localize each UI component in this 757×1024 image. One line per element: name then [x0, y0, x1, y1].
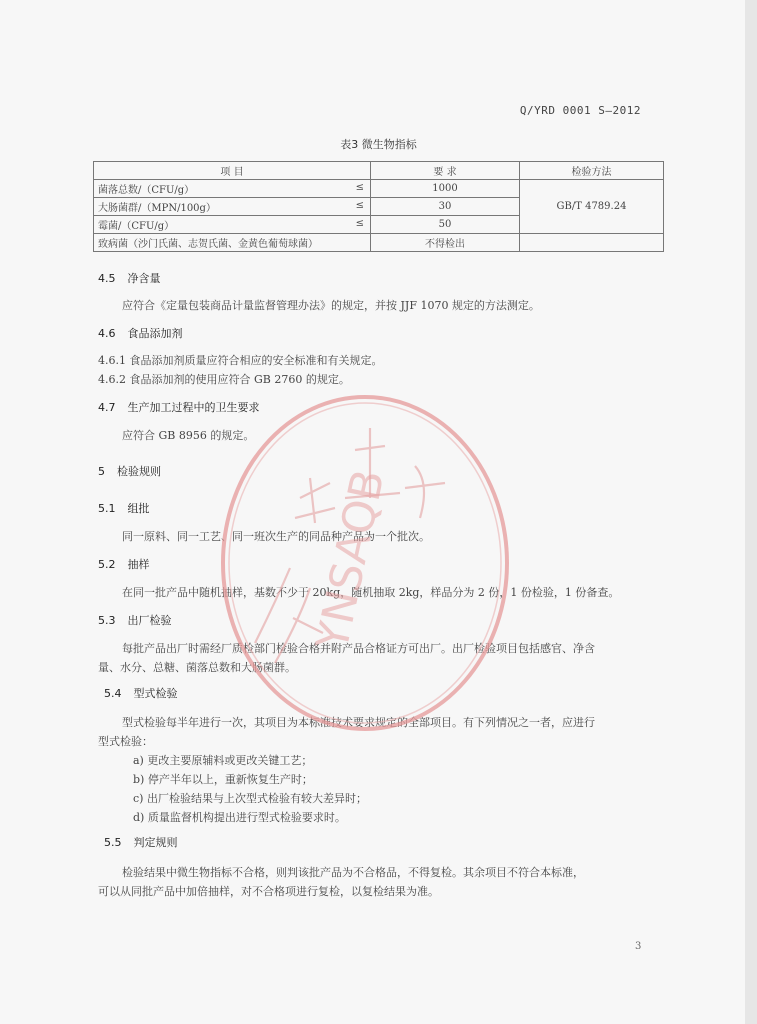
row-item: 菌落总数/（CFU/g） ≤: [94, 180, 371, 198]
page-number: 3: [635, 941, 642, 952]
section-5-2-heading: 5.2 抽样: [98, 558, 150, 571]
section-4-6-heading: 4.6 食品添加剂: [98, 327, 183, 340]
row-value: 不得检出: [371, 234, 520, 252]
section-5-2-text: 在同一批产品中随机抽样，基数不少于 20kg，随机抽取 2kg，样品分为 2 份，1 份检验，1 份备查。: [122, 586, 620, 599]
test-method: GB/T 4789.24: [520, 180, 664, 234]
header-item: 项 目: [94, 162, 371, 180]
section-5-4-a: a) 更改主要原辅料或更改关键工艺；: [133, 754, 313, 767]
row-item: 致病菌（沙门氏菌、志贺氏菌、金黄色葡萄球菌）: [94, 234, 371, 252]
row-value: 50: [371, 216, 520, 234]
section-5-4-heading: 5.4 型式检验: [104, 687, 178, 700]
table-row: [94, 180, 664, 198]
section-5-5-line1: 检验结果中微生物指标不合格，则判该批产品为不合格品，不得复检。其余项目不符合本标准，: [122, 866, 584, 879]
section-5-3-line1: 每批产品出厂时需经厂质检部门检验合格并附产品合格证方可出厂。出厂检验项目包括感官、净含: [122, 642, 595, 655]
section-5-4-d: d) 质量监督机构提出进行型式检验要求时。: [133, 811, 346, 824]
section-4-5-heading: 4.5 净含量: [98, 272, 161, 285]
section-5-4-b: b) 停产半年以上，重新恢复生产时；: [133, 773, 313, 786]
microbiology-table: [93, 161, 664, 252]
row-item: 大肠菌群/（MPN/100g） ≤: [94, 198, 371, 216]
header-method: 检验方法: [520, 162, 664, 180]
svg-text:YNSAQB: YNSAQB: [306, 465, 395, 655]
standard-code: Q/YRD 0001 S—2012: [519, 104, 641, 117]
official-seal-stamp: [215, 388, 515, 738]
section-4-6-1: 4.6.1 食品添加剂质量应符合相应的安全标准和有关规定。: [98, 354, 383, 367]
section-5-5-line2: 可以从同批产品中加倍抽样，对不合格项进行复检，以复检结果为准。: [98, 885, 439, 898]
section-5-4-line1: 型式检验每半年进行一次，其项目为本标准技术要求规定的全部项目。有下列情况之一者，应进行: [122, 716, 595, 729]
row-value: 1000: [371, 180, 520, 198]
table-row: [94, 234, 664, 252]
row-item: 霉菌/（CFU/g） ≤: [94, 216, 371, 234]
section-4-7-text: 应符合 GB 8956 的规定。: [122, 429, 255, 442]
section-5-3-line2: 量、水分、总糖、菌落总数和大肠菌群。: [98, 661, 296, 674]
table-header-row: [94, 162, 664, 180]
section-4-6-2: 4.6.2 食品添加剂的使用应符合 GB 2760 的规定。: [98, 373, 350, 386]
section-4-7-heading: 4.7 生产加工过程中的卫生要求: [98, 401, 260, 414]
section-5-1-text: 同一原料、同一工艺、同一班次生产的同品种产品为一个批次。: [122, 530, 430, 543]
section-5-3-heading: 5.3 出厂检验: [98, 614, 172, 627]
section-5-4-c: c) 出厂检验结果与上次型式检验有较大差异时；: [133, 792, 367, 805]
section-5-1-heading: 5.1 组批: [98, 502, 150, 515]
section-4-5-text: 应符合《定量包装商品计量监督管理办法》的规定，并按 JJF 1070 规定的方法测定。: [122, 299, 540, 312]
empty-method-cell: [520, 234, 664, 252]
table-caption: 表3 微生物指标: [340, 138, 417, 151]
row-value: 30: [371, 198, 520, 216]
section-5-heading: 5 检验规则: [98, 465, 161, 478]
section-5-4-line2: 型式检验：: [98, 735, 153, 748]
section-5-5-heading: 5.5 判定规则: [104, 836, 178, 849]
header-requirement: 要 求: [371, 162, 520, 180]
